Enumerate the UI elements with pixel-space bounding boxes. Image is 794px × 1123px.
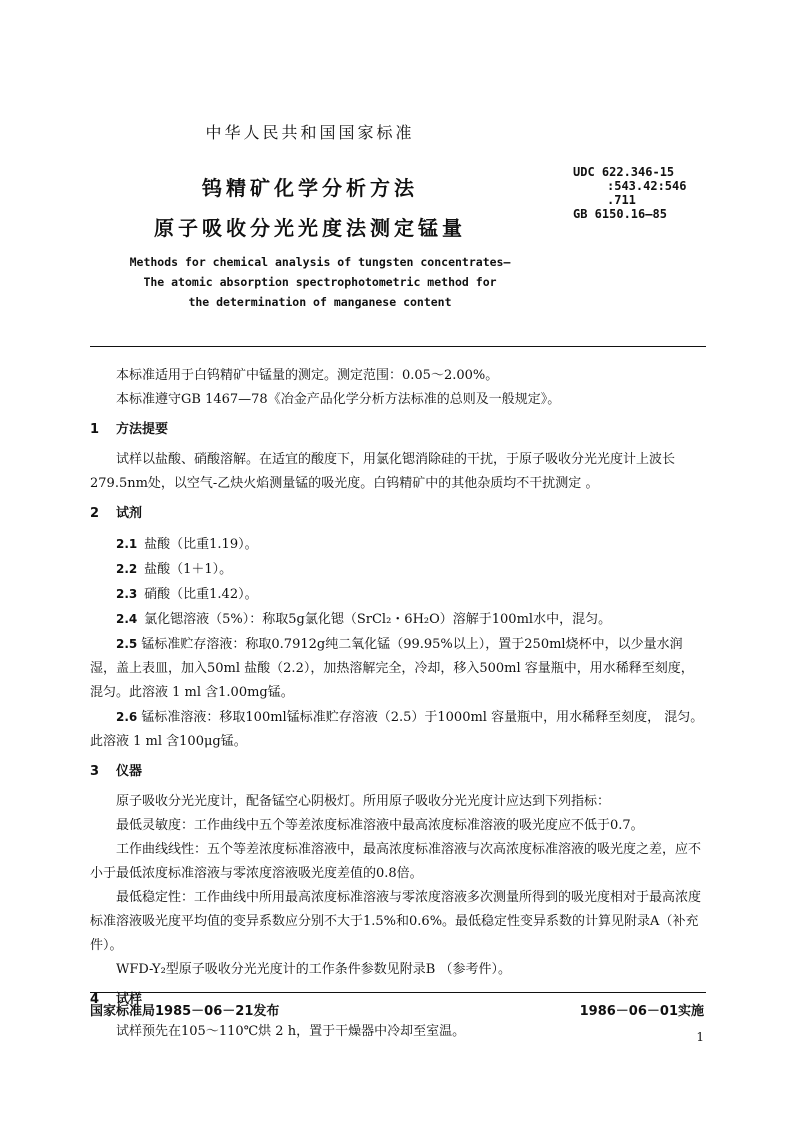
page-number: 1: [696, 1030, 704, 1044]
reagent-item: [90, 582, 706, 607]
section-1-text-b: 长 279.5nm处，以空气-乙炔火焰测量锰的吸光度。白钨精矿中的其他杂质均不干扰测定 。: [90, 452, 676, 491]
section-number: 2: [90, 506, 100, 521]
section-title: 仪器: [116, 764, 143, 779]
issued-date: 国家标准局1985－06－21发布: [90, 1004, 280, 1019]
item-number: 2.6: [116, 710, 138, 724]
section-1-heading: [90, 418, 706, 442]
reagent-item: [90, 607, 706, 632]
udc-line-2: :543.42:546: [607, 179, 687, 193]
english-title-line-3: the determination of manganese content: [188, 295, 452, 309]
section-title: 试样: [116, 992, 143, 1007]
item-text: 硝酸（比重1.42）。: [144, 587, 258, 602]
implementation-date: 1986－06－01实施: [579, 1004, 704, 1019]
document-subtitle: 原子吸收分光光度法测定锰量: [154, 216, 466, 240]
section-1-text: [90, 448, 706, 496]
instrument-conditions: WFD-Y₂型原子吸收分光光度计的工作条件参数见附录B （参考件）。: [116, 962, 511, 977]
reagent-item: [90, 557, 706, 582]
intro-compliance: 本标准遵守GB 1467—78《冶金产品化学分析方法标准的总则及一般规定》。: [116, 392, 561, 407]
english-title: [0, 252, 640, 312]
item-number: 2.5: [116, 637, 138, 651]
header-divider: [90, 346, 706, 347]
section-number: 3: [90, 764, 100, 779]
english-title-line-2: The atomic absorption spectrophotometric method for: [143, 275, 497, 289]
item-text: 氯化锶溶液（5%）：称取5g氯化锶（SrCl₂・6H₂O）溶解于100ml水中，混匀。: [144, 612, 612, 627]
document-body: [90, 364, 706, 1044]
item-number: 2.4: [116, 612, 138, 626]
section-number: 4: [90, 992, 100, 1007]
section-3-heading: [90, 760, 706, 784]
section-2-heading: [90, 502, 706, 526]
reagent-item: [90, 705, 706, 754]
item-text: 盐酸（1＋1）。: [144, 562, 233, 577]
gb-code: GB 6150.16—85: [573, 207, 667, 221]
item-number: 2.1: [116, 537, 138, 551]
udc-code-block: [573, 165, 686, 221]
item-text: 锰标准贮存溶液：称取0.7912g纯二氧化锰（99.95%以上），置于250ml烧杯中，以少量水润湿，盖上表皿，加入50ml 盐酸（2.2），加热溶解完全，冷却，移入500ml 容量瓶中，用水稀释至刻度，混匀。此溶液 1 ml 含1.00mg锰。: [90, 637, 694, 700]
sample-text: 试样预先在105～110℃烘 2 h，置于干燥器中冷却至室温。: [116, 1024, 466, 1039]
document-title: 钨精矿化学分析方法: [202, 176, 418, 200]
item-text: 盐酸（比重1.19）。: [144, 537, 258, 552]
reagent-item: [90, 532, 706, 557]
reagent-item: [90, 632, 706, 705]
national-standard-heading: 中华人民共和国国家标准: [205, 123, 415, 142]
section-title: 方法提要: [116, 422, 169, 437]
section-title: 试剂: [116, 506, 143, 521]
footer-divider: [90, 992, 706, 993]
section-number: 1: [90, 422, 100, 437]
instrument-sensitivity: 最低灵敏度：工作曲线中五个等差浓度标准溶液中最高浓度标准溶液的吸光度应不低于0.7。: [116, 818, 644, 833]
udc-line-1: UDC 622.346-15: [573, 165, 675, 179]
instrument-text: 原子吸收分光光度计，配备锰空心阴极灯。所用原子吸收分光光度计应达到下列指标：: [116, 794, 611, 809]
section-1-text-a: 试样以盐酸、硝酸溶解。在适宜的酸度下，用氯化锶消除硅的干扰，于原子吸收分光光度计上波: [116, 452, 663, 467]
udc-line-3: .711: [607, 193, 636, 207]
item-number: 2.2: [116, 562, 138, 576]
item-text: 锰标准溶液：移取100ml锰标准贮存溶液（2.5）于1000ml 容量瓶中，用水稀释至刻度， 混匀。此溶液 1 ml 含100μg锰。: [90, 710, 704, 749]
instrument-stability: 最低稳定性：工作曲线中所用最高浓度标准溶液与零浓度溶液多次测量所得到的吸光度相对于最高浓度标准溶液吸光度平均值的变异系数应分别不大于1.5%和0.6%。最低稳定性变异系数的计算见附录A（补充件）。: [90, 890, 702, 953]
item-number: 2.3: [116, 587, 138, 601]
instrument-linearity: 工作曲线线性：五个等差浓度标准溶液中，最高浓度标准溶液与次高浓度标准溶液的吸光度之差，应不小于最低浓度标准溶液与零浓度溶液吸光度差值的0.8倍。: [90, 842, 702, 881]
intro-scope: 本标准适用于白钨精矿中锰量的测定。测定范围：0.05～2.00%。: [116, 368, 499, 383]
english-title-line-1: Methods for chemical analysis of tungsten concentrates—: [129, 255, 511, 269]
